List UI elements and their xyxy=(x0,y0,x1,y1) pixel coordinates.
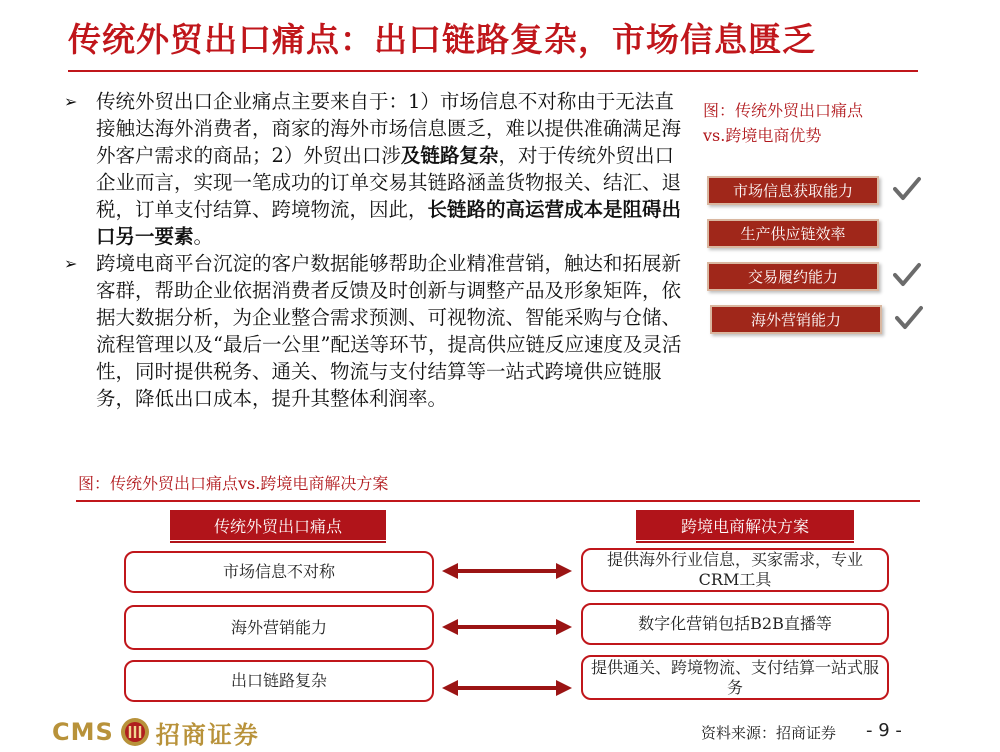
bullet-item-1 xyxy=(62,88,682,250)
figure2-divider xyxy=(76,500,920,502)
pain-points-header: 传统外贸出口痛点 xyxy=(170,510,386,540)
advantage-box-marketing: 海外营销能力 xyxy=(710,305,882,334)
advantage-box-fulfillment: 交易履约能力 xyxy=(707,262,879,291)
checkmark-icon xyxy=(895,305,923,331)
header-underline xyxy=(636,541,854,543)
checkmark-icon xyxy=(893,262,921,288)
checkmark-icon xyxy=(893,176,921,202)
bullet-text: 传统外贸出口企业痛点主要来自于：1）市场信息不对称由于无法直接触达海外消费者，商家的海外市场信息匮乏，难以提供准确满足海外客户需求的商品；2）外贸出口涉 xyxy=(96,90,682,167)
bullet-text: ，对于传统外贸出口企业而言，实现一笔成功的订单交易其链路涵盖货物报关、结汇、退税，订单支付结算、跨境物流，因此， xyxy=(96,144,682,221)
header-underline xyxy=(170,541,386,543)
bullet-arrow-icon: ➢ xyxy=(64,254,78,273)
logo-medal-icon xyxy=(120,717,150,747)
bullet-item-2 xyxy=(62,250,682,412)
title-divider xyxy=(68,70,918,72)
bullet-list xyxy=(62,88,682,412)
figure1-caption-line1: 图：传统外贸出口痛点 xyxy=(703,101,864,120)
bullet-emphasis: 及链路复杂 xyxy=(400,144,499,167)
figure1-caption xyxy=(703,98,933,148)
advantage-box-supply-chain: 生产供应链效率 xyxy=(707,219,879,248)
advantage-box-market-info: 市场信息获取能力 xyxy=(707,176,879,205)
pain-box-marketing: 海外营销能力 xyxy=(124,605,434,650)
solutions-header: 跨境电商解决方案 xyxy=(636,510,854,540)
source-note: 资料来源：招商证券 xyxy=(701,724,837,742)
pain-box-export-chain: 出口链路复杂 xyxy=(124,660,434,702)
pain-box-market-info: 市场信息不对称 xyxy=(124,551,434,593)
solution-box-marketing: 数字化营销包括B2B直播等 xyxy=(581,603,889,645)
company-logo xyxy=(52,716,260,748)
bullet-text: 跨境电商平台沉淀的客户数据能够帮助企业精准营销，触达和拓展新客群，帮助企业依据消费者反馈及时创新与调整产品及形象矩阵，依据大数据分析，为企业整合需求预测、可视物流、智能采购与仓储、流程管理以及“最后一公里”配送等环节，提高供应链反应速度及灵活性，同时提供税务、通关、物流与支付结算等一站式跨境供应链服务，降低出口成本，提升其整体利润率。 xyxy=(96,252,682,410)
double-arrow-icon xyxy=(442,563,572,579)
page-title: 传统外贸出口痛点：出口链路复杂，市场信息匮乏 xyxy=(68,20,816,59)
figure1-caption-line2: vs.跨境电商优势 xyxy=(703,126,822,145)
logo-company-name: 招商证券 xyxy=(155,720,260,749)
solution-box-export-chain: 提供通关、跨境物流、支付结算一站式服务 xyxy=(581,655,889,700)
solution-box-market-info: 提供海外行业信息，买家需求，专业CRM工具 xyxy=(581,548,889,592)
figure2-caption: 图：传统外贸出口痛点vs.跨境电商解决方案 xyxy=(78,474,389,493)
bullet-text: 。 xyxy=(193,225,214,248)
bullet-arrow-icon: ➢ xyxy=(64,92,78,111)
logo-cms-text: CMS xyxy=(52,718,114,746)
bullet-emphasis: 长链路的高运营成本是阻碍出口另一要素 xyxy=(96,198,682,248)
double-arrow-icon xyxy=(442,680,572,696)
double-arrow-icon xyxy=(442,619,572,635)
page-number: - 9 - xyxy=(866,720,902,741)
